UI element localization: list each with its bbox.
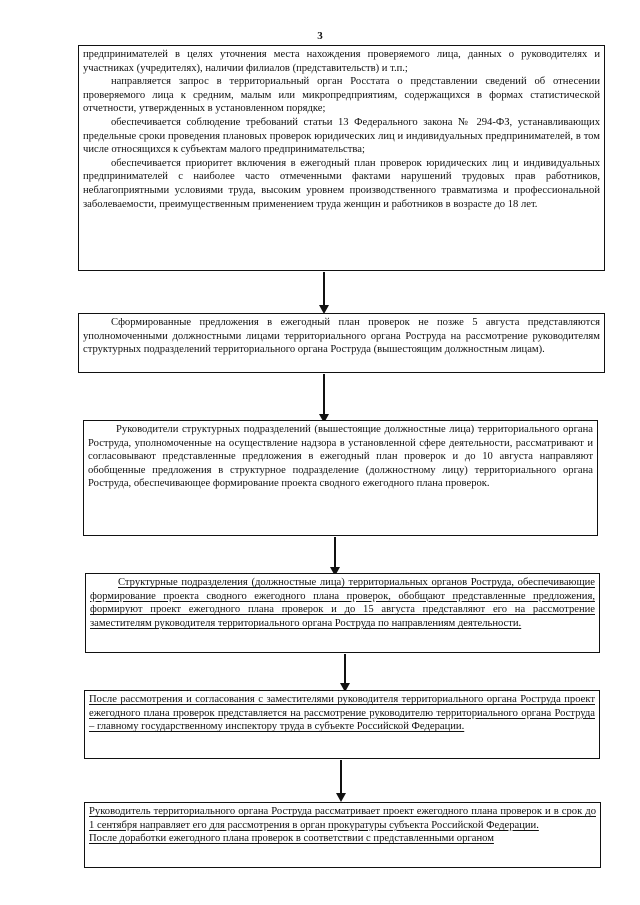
block-1-paragraph-3: обеспечивается соблюдение требований статьи 13 Федерального закона № 294-ФЗ, устанавливающих предельные сроки проведения плановых проверок юридических лиц и индивидуальных предпринимателей, в том числе относящихся к субъектам малого предпринимательства; — [83, 116, 600, 156]
flow-block-2 — [78, 313, 605, 373]
flow-arrow-5 — [340, 760, 342, 794]
flow-arrow-1 — [323, 272, 325, 306]
flow-block-6 — [84, 802, 601, 868]
block-3-paragraph-1: Руководители структурных подразделений (вышестоящие должностные лица) территориального органа Роструда, уполномоченные на осуществление надзора в установленной сфере деятельности, рассматривают и согласовывают представленные предложения в ежегодный план проверок и до 10 августа направляют обобщенные предложения в структурное подразделение (должностному лицу) территориального органа Роструда, обеспечивающее формирование проекта сводного ежегодного плана проверок. — [88, 424, 593, 490]
page-number: 3 — [317, 30, 323, 42]
flow-arrow-4 — [344, 654, 346, 684]
block-2-paragraph-1: Сформированные предложения в ежегодный план проверок не позже 5 августа представляются уполномоченными должностными лицами территориального органа Роструда на рассмотрение руководителям структурных подразделений территориального органа Роструда (вышестоящим должностным лицам). — [83, 317, 600, 356]
block-6-paragraph-2: После доработки ежегодного плана проверок в соответствии с представленными органом — [89, 833, 494, 845]
flow-block-1 — [78, 45, 605, 271]
block-4-paragraph-1: Структурные подразделения (должностные лица) территориальных органов Роструда, обеспечивающие формирование проекта сводного ежегодного плана проверок, обобщают представленные предложения, формируют проект ежегодного плана проверок и до 15 августа представляют его на рассмотрение заместителям руководителя территориального органа Роструда по направлениям деятельности. — [90, 577, 595, 629]
block-6-paragraph-1: Руководитель территориального органа Роструда рассматривает проект ежегодного плана проверок и в срок до 1 сентября направляет его для рассмотрения в орган прокуратуры субъекта Российской Федерации. — [89, 806, 596, 831]
flow-block-5 — [84, 690, 600, 759]
flow-block-4 — [85, 573, 600, 653]
block-1-paragraph-4: обеспечивается приоритет включения в ежегодный план проверок юридических лиц и индивидуальных предпринимателей с наиболее часто отмеченными фактами нарушений трудовых прав работников, неблагоприятными условиями труда, высоким уровнем производственного травматизма и профессиональной заболеваемости, преимущественным применением труда женщин и работников в возрасте до 18 лет. — [83, 157, 600, 210]
block-1-paragraph-2: направляется запрос в территориальный орган Росстата о представлении сведений об отнесении проверяемого лица к средним, малым или микропредприятиям, содержащихся в формах статистической отчетности, утвержденных в установленном порядке; — [83, 76, 600, 115]
flow-arrow-2 — [323, 374, 325, 415]
flow-block-3 — [83, 420, 598, 536]
flow-arrow-3 — [334, 537, 336, 568]
block-1-paragraph-1: предпринимателей в целях уточнения места нахождения проверяемого лица, данных о руководителях и участниках (учредителях), наличии филиалов (представительств) и т.п.; — [83, 49, 600, 74]
block-5-paragraph-1: После рассмотрения и согласования с заместителями руководителя территориального органа Роструда проект ежегодного плана проверок представляется на рассмотрение руководителю территориального органа Роструда – главному государственному инспектору труда в субъекте Российской Федерации. — [89, 694, 595, 733]
